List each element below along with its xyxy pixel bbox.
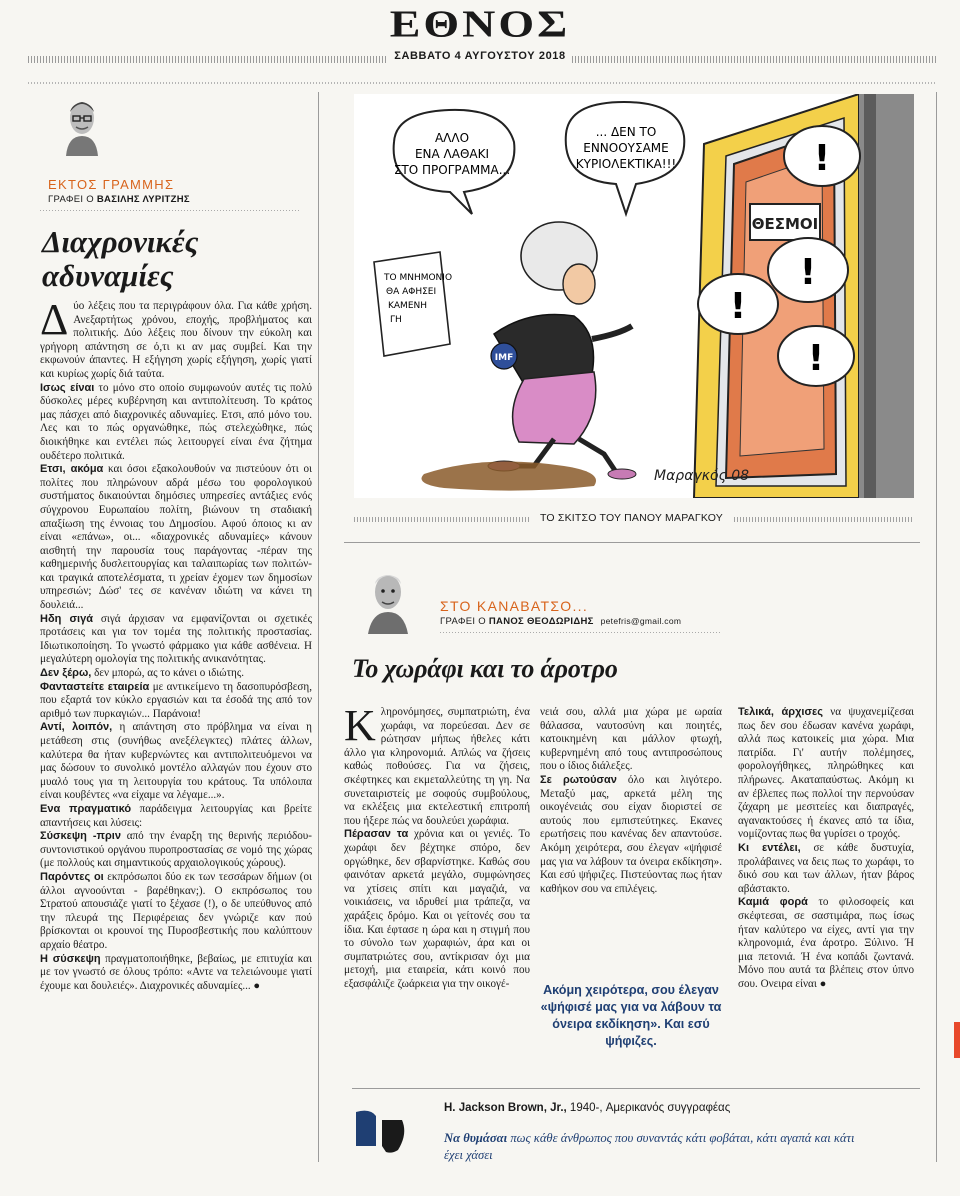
memorandum-paper [374, 252, 452, 356]
byline-author-2: ΠΑΝΟΣ ΘΕΟΔΩΡΙΔΗΣ [488, 616, 594, 627]
article-column-2: νειά σου, αλλά μια χώρα με ωραία θάλασσα, ναυτοσύνη και ποιητές, κατοικημένη και μάλλον φτωχή, κυβερνημένη από τους αντιπροσώπους που ο ίδιος διάλεξες. Σε ρωτούσαν όλο και λιγότερο. Μεταξύ μας, αρκετά μέλη της οικογένειάς σου είχαν διοριστεί σε αυτούς που εμπιστεύτηκες. Εκανες ερωτήσεις που κανένας δεν απαντούσε. Ακόμη χειρότερα, σου έλεγαν «ψήφισέ μας για να λάβουν τα όνειρα εκδίκηση». Και εσύ ψήφιζες. Πιστεύοντας πως ήταν καθήκον σου να επιλέγεις. [540, 706, 722, 895]
svg-text:ΚΑΜΕΝΗ: ΚΑΜΕΝΗ [388, 301, 428, 311]
svg-text:ΘΑ ΑΦΗΣΕΙ: ΘΑ ΑΦΗΣΕΙ [386, 287, 437, 297]
byline-rule [40, 210, 300, 211]
svg-text:!: ! [799, 252, 817, 293]
byline-author: ΒΑΣΙΛΗΣ ΛΥΡΙΤΖΗΣ [96, 194, 190, 205]
svg-text:!: ! [813, 138, 831, 179]
section-divider [344, 542, 920, 543]
article-paragraph: Δεν ξέρω, δεν μπορώ, ας το κάνει ο ιδιώτης. [40, 667, 245, 680]
article-paragraph: Φανταστείτε εταιρεία με αντικείμενο τη δασοπυρόσβεση, που εξαρτά τον κύκλο εργασιών και τα έσοδά της από τον αριθμό των πυρκαγιών... Παράνοια! [40, 680, 312, 720]
drop-cap: Δ [40, 295, 69, 344]
svg-text:ΣΤΟ ΠΡΟΓΡΑΜΜΑ...: ΣΤΟ ΠΡΟΓΡΑΜΜΑ... [393, 163, 511, 177]
column-divider [318, 92, 319, 1162]
svg-text:!: ! [807, 338, 825, 379]
cartoon-signature: Μαραγκός 08 [654, 468, 750, 484]
credit-prefix: ΤΟ ΣΚΙΤΣΟ ΤΟΥ [540, 512, 621, 524]
quote-divider [352, 1088, 920, 1089]
edge-tab [954, 1022, 960, 1058]
article-paragraph: Δύο λέξεις που τα περιγράφουν όλα. Για κάθε χρήση. Ανεξαρτήτως χρόνου, εποχής, προβλήματος και πολιτικής. Δύο λέξεις που δίνουν την εύκολη και γρήγορη απάντηση σε ό,τι κι αν μας συμβεί. Και την εκφωνούν άπαντες. Η εξήγηση χωρίς εξήγηση, χωρίς γιατί και κυρίως χωρίς διά ταύτα. [40, 295, 312, 380]
editorial-cartoon [354, 94, 914, 498]
imf-badge: IMF [494, 353, 514, 363]
page-right-border [936, 92, 937, 1162]
article-column-3: Τελικά, άρχισες να ψυχανεμίζεσαι πως δεν σου έδωσαν κανένα χωράφι, αλλά πως κατοικείς μια χώρα. Μια πατρίδα. Γι' αυτήν πολέμησες, φορολογήθηκες, πληρώθηκες και πλήρωνες. Ακαταπαύστως. Ακόμη κι αν έβλεπες πως πολλοί την περνούσαν ζάχαρη με μεσιτείες και διαπραγές, αγανακτούσες ή έκανες από τα ίδια, νομίζοντας πως θα γυρίσει ο τροχός. Κι εντέλει, σε κάθε δυστυχία, προλάβαινες να δεις πως το χωράφι, το δικό σου και των άλλων, ήταν βάρος αβάστακτο. Καμιά φορά το φιλοσοφείς και σκέφτεσαι, σε σαστιμάρα, πως ίσως ήταν καλύτερο να είχες, αντί για την κληρονομιά, ένα άροτρο. Ξύλινο. Ή μια πετονιά. Ή ένα κοπάδι ζωντανά. Μόνο που αυτά τα βλέπεις στον ύπνο σου. Ονειρα είναι ● [738, 706, 915, 990]
drop-cap-2: Κ [344, 701, 376, 750]
byline-prefix: ΓΡΑΦΕΙ Ο [48, 194, 94, 205]
article-paragraph: Αντί, λοιπόν, η απάντηση στο πρόβλημα να είναι η μετάθεση στις (συνήθως ανεξέλεγκτες) πλάτες άλλων, καλύτερα θα ήταν κυβερνώντες και αντιπολιτευόμενοι να μας δώσουν το συνολικό μοντέλο αλλαγών που έχουν στο μυαλό τους για τη λειτουργία του κράτους. Τα υπόλοιπα είναι κουβέντες «να είχαμε να λέγαμε...». [40, 721, 312, 802]
article-headline: Διαχρονικές αδυναμίες [42, 224, 199, 293]
svg-text:ΑΛΛΟ: ΑΛΛΟ [434, 131, 470, 145]
svg-text:ΓΗ: ΓΗ [390, 315, 402, 325]
pull-quote: Ακόμη χειρότερα, σου έλεγαν «ψήφισέ μας για να λάβουν τα όνειρα εκδίκηση». Και εσύ ψήφιζες. [540, 983, 722, 1048]
cartoon-credit [354, 512, 914, 526]
quote-box [352, 1094, 920, 1166]
svg-text:ΕΝΑ ΛΑΘΑΚΙ: ΕΝΑ ΛΑΘΑΚΙ [414, 147, 490, 161]
masthead-underline [28, 82, 936, 84]
quote-text: Να θυμάσαι πως κάθε άνθρωπος που συναντάς κάτι φοβάται, κάτι αγαπά και κάτι έχει χάσει [444, 1131, 855, 1162]
author-email[interactable]: petefris@gmail.com [600, 616, 682, 626]
article-paragraph: Ετσι, ακόμα και όσοι εξακολουθούν να πιστεύουν ότι οι πολίτες που πληρώνουν αδρά μέσω του φορολογικού συστήματος δικαιούνται δημόσιες υπηρεσίες αντάξιες ενός σύγχρονου Ευρωπαίου πολίτη, βιώνουν τη σταδιακή απαξίωση της έννοιας του Δημοσίου. Αφού όποιος κι αν είναι «επάνω», οι... «διαχρονικές αδυναμίες» κάνουν αισθητή την παρουσία τους παράγοντας -πέραν της καθημερινής δυσλειτουργίας και ταλαιπωρίας των πολιτών- και τραγικά αποτελέσματα, τι χρείαν έχομεν των δημοσίων υπηρεσιών; Δώσ' τες σε κανέναν ιδιώτη να κάνει τη δουλειά... [40, 463, 312, 612]
byline-2: ΓΡΑΦΕΙ Ο ΠΑΝΟΣ ΘΕΟΔΩΡΙΔΗΣ petefris@gmail.com [440, 616, 682, 627]
article-paragraph: Ενα πραγματικό παράδειγμα λειτουργίας και βρείτε απαντήσεις και λύσεις: [40, 802, 312, 829]
credit-name: ΠΑΝΟΥ ΜΑΡΑΓΚΟΥ [624, 512, 723, 524]
svg-text:ΕΝΝΟΟΥΣΑΜΕ: ΕΝΝΟΟΥΣΑΜΕ [583, 141, 669, 155]
article-column-1: Κληρονόμησες, συμπατριώτη, ένα χωράφι, να πορεύεσαι. Δεν σε ρώτησαν μήπως ήθελες κάτι άλλο για κληρονομιά. Απλώς να ζήσεις καθώς ποθούσες. Για να ζήσεις, σκέφτηκες και εκμεταλλεύτης τη γη. Να συνεταιριστείς με σοφούς συμβούλους, να εκλέξεις μια εκτελεστική επιτροπή που ήξερε πώς να δουλεύει χωράφια. Πέρασαν τα χρόνια και οι γενιές. Το χωράφι δεν βέχτηκε σπόρο, δεν οργώθηκε, δεν σβαρνίστηκε. Καθώς σου φαινόταν αρκετά μεγάλο, συμφώνησες να χτίσεις σπίτι και μαγαζιά, να νοικιάσεις, να ιδρυθεί μια τράπεζα, να χαράξεις δρόμο. Και οι γείτονές σου τα ίδια. Και έφτασε η ώρα και η στιγμή που το σύνολο των χωραφιών, άρα και οι συμπατριώτες σου, αντίκρισαν όχι μια μετοχή, μια εταιρεία, κάτι κοινό που εξασφάλιζε ζωάρκεια για την οικογέ- [344, 701, 530, 990]
author-portrait [58, 92, 106, 156]
article-paragraph: Παρόντες οι εκπρόσωποι δύο εκ των τεσσάρων δήμων (οι άλλοι αγνοούνται - βαρέθηκαν;). Ο εκπρόσωπος του Στρατού απουσιάζε γιατί το ξέχασε (!), ο δε υπεύθυνος από την πλευρά της Περιφέρειας δεν γνώριζε καν πού βρίσκονται οι κρουνοί της Πυροσβεστικής που καλύπτουν αρχαίο θέατρο. [40, 870, 313, 951]
article-paragraph: Η σύσκεψη πραγματοποιήθηκε, βεβαίως, με επιτυχία και με τον γνωστό σε όλους τρόπο: «Αντε να τελειώνουμε γιατί έχουμε και δουλειές». Διαχρονικές αδυναμίες... ● [40, 952, 312, 992]
article-paragraph: Σύσκεψη -πριν από την έναρξη της θερινής περιόδου- συντονιστικού οργάνου πυροπροστασίας σε νομό της χώρας (με πολλούς και σημαντικούς αρχαιολογικούς χώρους). [40, 830, 312, 870]
masthead [0, 0, 960, 80]
svg-text:ΤΟ ΜΝΗΜΟΝΙΟ: ΤΟ ΜΝΗΜΟΝΙΟ [384, 273, 453, 283]
article-body [40, 295, 313, 993]
door-sign: ΘΕΣΜΟΙ [751, 215, 819, 233]
article-paragraph: Ηδη σιγά σιγά άρχισαν να εμφανίζονται οι σχετικές προτάσεις και για τον τομέα της πολιτικής προστασίας. Ιδιωτικοποίηση. Το γνωστό φάρμακο για κάθε ασθένεια. Η μεγαλύτερη ομολογία της πολιτικής ανικανότητας. [40, 612, 312, 666]
svg-text:!: ! [729, 286, 747, 327]
column-kicker: ΕΚΤΟΣ ΓΡΑΜΜΗΣ [48, 177, 175, 192]
byline [48, 194, 190, 205]
article-paragraph: Ισως είναι το μόνο στο οποίο συμφωνούν αυτές τις πολύ δύσκολες μέρες κυβέρνηση και αντιπολίτευση. Το κράτος μας πάσχει από διαχρονικές αδυναμίες. Ετσι, από μόνο του. Λες και το πώς οργανώθηκε, πώς στελεχώθηκε, πώς διοικήθηκε και εντέλει πώς λειτουργεί είναι ένα ζήτημα ουδέτερο πολιτικά. [40, 381, 312, 462]
author-portrait-2 [364, 566, 412, 634]
masthead-date: ΣΑΒΒΑΤΟ 4 ΑΥΓΟΥΣΤΟΥ 2018 [394, 50, 566, 62]
masthead-title: ΕΘΝΟΣ [389, 2, 571, 45]
quote-author: H. Jackson Brown, Jr., 1940-, Αμερικανός συγγραφέας [444, 1102, 731, 1114]
column-kicker-2: ΣΤΟ ΚΑΝΑΒΑΤΣΟ... [440, 598, 589, 614]
article-headline-2: Το χωράφι και το άροτρο [352, 654, 618, 683]
quote-mark-icon [352, 1106, 410, 1154]
svg-text:... ΔΕΝ ΤΟ: ... ΔΕΝ ΤΟ [595, 125, 657, 139]
svg-text:ΚΥΡΙΟΛΕΚΤΙΚΑ!!!: ΚΥΡΙΟΛΕΚΤΙΚΑ!!! [575, 157, 677, 171]
